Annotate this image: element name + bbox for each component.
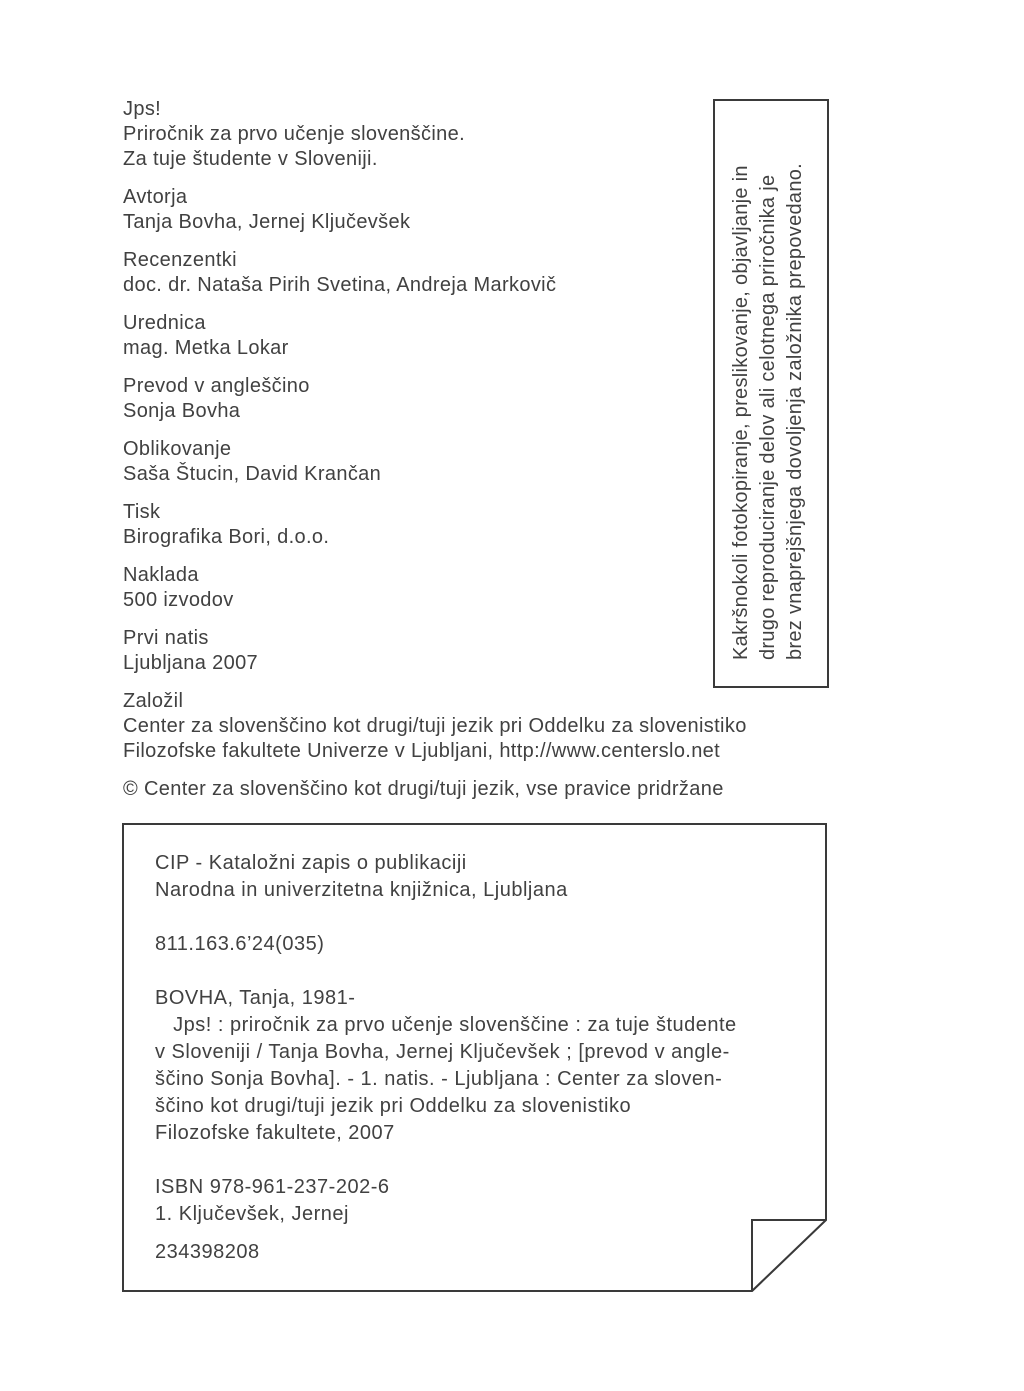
cip-line: ščino kot drugi/tuji jezik pri Oddelku za slovenistiko [155, 1095, 632, 1117]
cip-line: 234398208 [155, 1241, 260, 1263]
cip-line: CIP - Kataložni zapis o publikaciji [155, 852, 467, 874]
credit-line: Filozofske fakultete Univerze v Ljubljani, http://www.centerslo.net [123, 740, 721, 762]
cip-line: Jps! : priročnik za prvo učenje slovenščine : za tuje študente [155, 1014, 737, 1036]
cip-line [155, 1147, 803, 1174]
cip-line: 811.163.6’24(035) [155, 933, 325, 955]
credit-line: Tanja Bovha, Jernej Ključevšek [123, 211, 411, 233]
credit-line: Birografika Bori, d.o.o. [123, 526, 330, 548]
credit-line: Za tuje študente v Sloveniji. [123, 148, 378, 170]
warning-line: Kakršnokoli fotokopiranje, preslikovanje, objavljanje in [730, 165, 752, 660]
credit-label: Recenzentki [123, 249, 237, 271]
credit-line: Ljubljana 2007 [123, 652, 259, 674]
credit-line: Center za slovenščino kot drugi/tuji jezik pri Oddelku za slovenistiko [123, 715, 747, 737]
credit-label: Tisk [123, 501, 161, 523]
credit-line: doc. dr. Nataša Pirih Svetina, Andreja Markovič [123, 274, 557, 296]
copyright-warning-text [715, 101, 827, 686]
credit-label: Avtorja [123, 186, 188, 208]
credit-label: Prevod v angleščino [123, 375, 310, 397]
credit-line: Saša Štucin, David Krančan [123, 463, 382, 485]
warning-line: brez vnaprejšnjega dovoljenja založnika prepovedano. [784, 162, 806, 660]
cip-box [122, 823, 827, 1292]
credit-label: Oblikovanje [123, 438, 232, 460]
credit-label: Naklada [123, 564, 199, 586]
cip-line: Filozofske fakultete, 2007 [155, 1122, 395, 1144]
cip-line: Narodna in univerzitetna knjižnica, Ljubljana [155, 879, 568, 901]
cip-line: BOVHA, Tanja, 1981- [155, 987, 356, 1009]
credit-line: 500 izvodov [123, 589, 234, 611]
credit-line: Priročnik za prvo učenje slovenščine. [123, 123, 465, 145]
credit-line: © Center za slovenščino kot drugi/tuji jezik, vse pravice pridržane [123, 778, 724, 800]
credit-label: Založil [123, 690, 184, 712]
cip-line: 1. Ključevšek, Jernej [155, 1203, 349, 1225]
cip-line: v Sloveniji / Tanja Bovha, Jernej Ključevšek ; [prevod v angle- [155, 1041, 730, 1063]
copyright-warning-box [713, 99, 829, 688]
credit-line: Sonja Bovha [123, 400, 241, 422]
cip-line [155, 958, 803, 985]
credit-block [123, 777, 868, 802]
cip-line: ISBN 978-961-237-202-6 [155, 1176, 390, 1198]
credit-label: Urednica [123, 312, 206, 334]
credit-label: Prvi natis [123, 627, 209, 649]
warning-line: drugo reproduciranje delov ali celotnega priročnika je [757, 174, 779, 660]
cip-text [155, 850, 803, 1266]
cip-line: ščino Sonja Bovha]. - 1. natis. - Ljubljana : Center za sloven- [155, 1068, 723, 1090]
credit-line: mag. Metka Lokar [123, 337, 289, 359]
credit-block [123, 689, 868, 764]
cip-line [155, 904, 803, 931]
credit-line: Jps! [123, 98, 162, 120]
